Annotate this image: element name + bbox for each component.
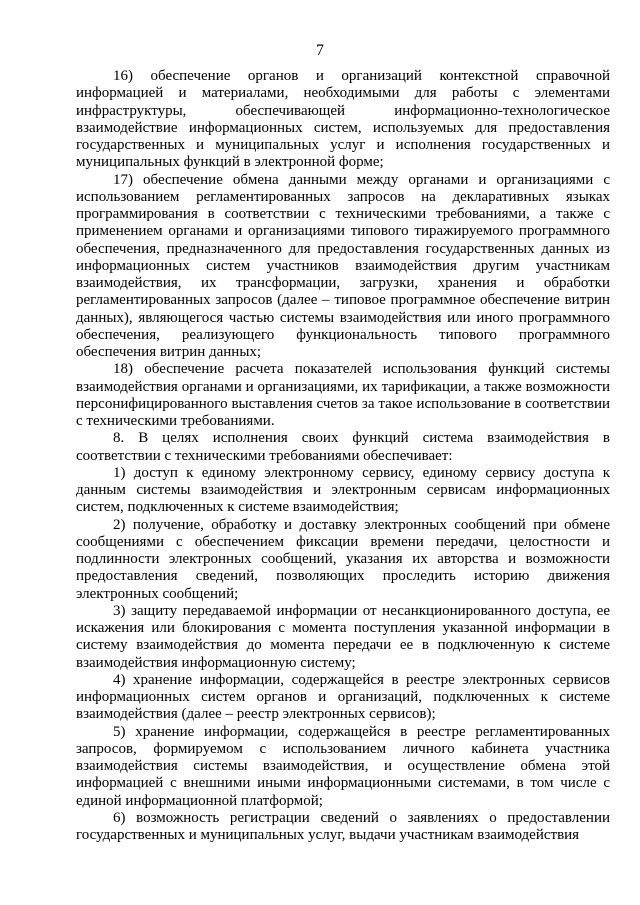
paragraph-subitem-6: 6) возможность регистрации сведений о заявлениях о предоставлении государственных и муниципальных услуг, выдачи участникам взаимодействия <box>76 809 610 843</box>
paragraph-subitem-5: 5) хранение информации, содержащейся в реестре регламентированных запросов, формируемом с использованием личного кабинета участника взаимодействия системы взаимодействия, и осуществление обмена этой информацией с внешними иными информационными системами, в том числе с единой информационной платформой; <box>76 723 610 809</box>
paragraph-item-16: 16) обеспечение органов и организаций контекстной справочной информацией и материалами, необходимыми для работы с элементами инфраструктуры, обеспечивающей информационно-технологическое взаимодействие информационных систем, используемых для предоставления государственных и муниципальных услуг и исполнения государственных и муниципальных функций в электронной форме; <box>76 68 610 171</box>
paragraph-subitem-2: 2) получение, обработку и доставку электронных сообщений при обмене сообщениями с обеспечением фиксации времени передачи, целостности и подлинности электронных сообщений, указания их авторства и возможности предоставления сведений, позволяющих проследить историю движения электронных сообщений; <box>76 516 610 602</box>
paragraph-subitem-1: 1) доступ к единому электронному сервису, единому сервису доступа к данным системы взаимодействия и электронным сервисам информационных систем, подключенных к системе взаимодействия; <box>76 464 610 516</box>
paragraph-subitem-3: 3) защиту передаваемой информации от несанкционированного доступа, ее искажения или блокирования с момента поступления указанной информации в систему взаимодействия до момента передачи ее в подключенную к системе взаимодействия информационную систему; <box>76 602 610 671</box>
body-text <box>76 68 610 844</box>
paragraph-section-8: 8. В целях исполнения своих функций система взаимодействия в соответствии с техническими требованиями обеспечивает: <box>76 430 610 464</box>
paragraph-item-17: 17) обеспечение обмена данными между органами и организациями с использованием регламентированных запросов на декларативных языках программирования в соответствии с техническими требованиями, а также с применением органами и организациями типового тиражируемого программного обеспечения, предназначенного для предоставления государственных данных из информационных систем участников взаимодействия другим участникам взаимодействия, их трансформации, загрузки, хранения и обработки регламентированных запросов (далее – типовое программное обеспечение витрин данных), являющегося частью системы взаимодействия или иного программного обеспечения, реализующего функциональность типового программного обеспечения витрин данных; <box>76 171 610 360</box>
page-number: 7 <box>316 42 324 59</box>
paragraph-subitem-4: 4) хранение информации, содержащейся в реестре электронных сервисов информационных систем органов и организаций, подключенных к системе взаимодействия (далее – реестр электронных сервисов); <box>76 671 610 723</box>
paragraph-item-18: 18) обеспечение расчета показателей использования функций системы взаимодействия органами и организациями, их тарификации, а также возможности персонифицированного выставления счетов за такое использование в соответствии с техническими требованиями. <box>76 361 610 429</box>
